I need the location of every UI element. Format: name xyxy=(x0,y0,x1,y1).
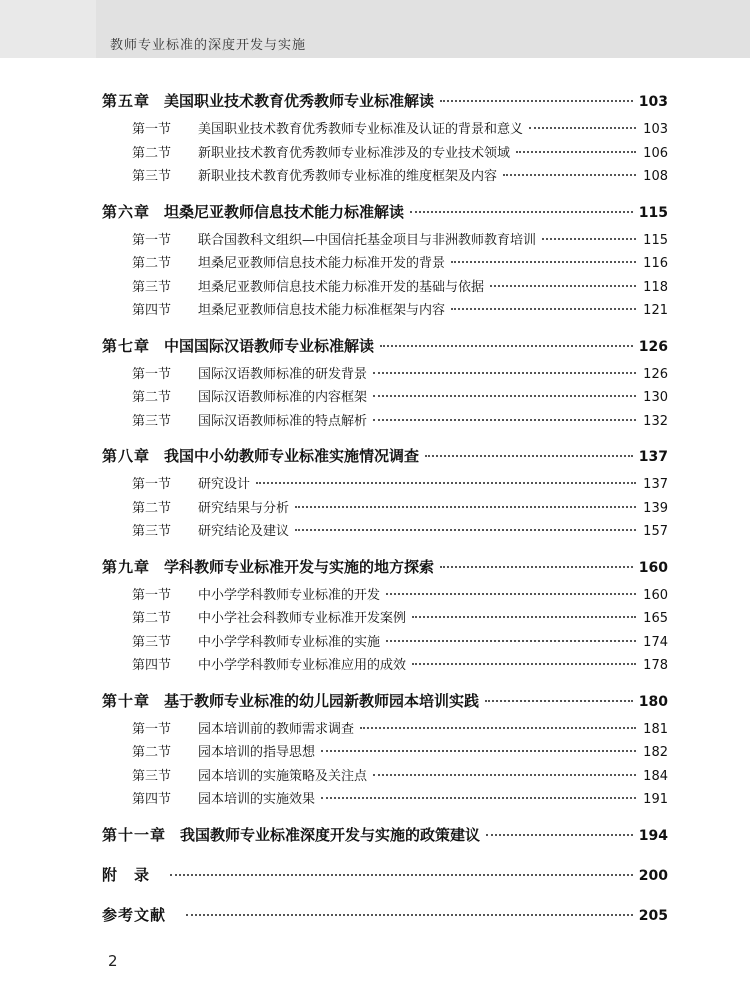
dot-leader xyxy=(256,482,636,484)
chapter-page-number: 205 xyxy=(638,907,668,924)
section-page-number: 157 xyxy=(643,524,668,539)
section-page-number: 118 xyxy=(643,279,668,295)
dot-leader xyxy=(412,616,636,618)
chapter-title: 中国国际汉语教师专业标准解读 xyxy=(164,336,375,355)
dot-leader xyxy=(486,834,633,836)
section-title: 坦桑尼亚教师信息技术能力标准开发的背景 xyxy=(198,256,446,271)
dot-leader xyxy=(380,345,633,347)
toc-section-entry[interactable] xyxy=(102,765,668,789)
section-page-number: 160 xyxy=(643,587,668,603)
dot-leader xyxy=(440,100,633,102)
dot-leader xyxy=(186,914,633,916)
section-page-number: 132 xyxy=(643,413,668,429)
section-page-number: 182 xyxy=(643,745,668,760)
toc-section-entry[interactable] xyxy=(102,584,668,608)
toc-section-entry[interactable] xyxy=(102,654,668,678)
toc-section-entry[interactable] xyxy=(102,118,668,142)
dot-leader xyxy=(412,663,636,665)
section-title: 国际汉语教师标准的研发背景 xyxy=(198,366,368,382)
toc-section-entry[interactable] xyxy=(102,386,668,410)
chapter-page-number: 126 xyxy=(638,338,668,355)
chapter-number: 第八章 xyxy=(102,447,151,465)
section-title: 坦桑尼亚教师信息技术能力标准开发的基础与依据 xyxy=(198,279,485,295)
section-number: 第三节 xyxy=(132,524,172,539)
dot-leader xyxy=(451,261,636,263)
table-of-contents xyxy=(102,84,668,932)
section-number: 第四节 xyxy=(132,303,172,318)
toc-section-entry[interactable] xyxy=(102,410,668,434)
section-page-number: 178 xyxy=(643,658,668,673)
section-page-number: 103 xyxy=(643,122,668,137)
section-number: 第一节 xyxy=(132,366,172,382)
chapter-title: 我国中小幼教师专业标准实施情况调查 xyxy=(164,447,420,465)
toc-chapter-entry[interactable] xyxy=(102,439,668,473)
section-page-number: 116 xyxy=(643,256,668,271)
section-page-number: 191 xyxy=(643,792,668,807)
section-title: 国际汉语教师标准的特点解析 xyxy=(198,413,368,429)
section-page-number: 165 xyxy=(643,611,668,626)
dot-leader xyxy=(503,174,636,176)
toc-chapter-entry[interactable] xyxy=(102,858,668,892)
section-title: 中小学学科教师专业标准的开发 xyxy=(198,587,381,603)
section-number: 第二节 xyxy=(132,390,172,405)
section-number: 第二节 xyxy=(132,256,172,271)
toc-section-entry[interactable] xyxy=(102,718,668,742)
running-header-title: 教师专业标准的深度开发与实施 xyxy=(110,38,307,53)
chapter-number: 参考文献 xyxy=(102,905,167,924)
section-title: 园本培训前的教师需求调查 xyxy=(198,721,355,737)
section-page-number: 139 xyxy=(643,500,668,516)
section-number: 第一节 xyxy=(132,721,172,737)
section-number: 第三节 xyxy=(132,413,172,429)
section-title: 研究设计 xyxy=(198,477,251,492)
chapter-page-number: 160 xyxy=(638,559,668,576)
dot-leader xyxy=(386,640,636,642)
page-number: 2 xyxy=(108,952,118,970)
toc-section-entry[interactable] xyxy=(102,165,668,189)
chapter-title: 我国教师专业标准深度开发与实施的政策建议 xyxy=(180,825,481,844)
toc-section-entry[interactable] xyxy=(102,473,668,497)
section-number: 第二节 xyxy=(132,611,172,626)
section-title: 美国职业技术教育优秀教师专业标准及认证的背景和意义 xyxy=(198,122,524,137)
section-title: 研究结果与分析 xyxy=(198,500,290,516)
section-number: 第三节 xyxy=(132,279,172,295)
dot-leader xyxy=(373,395,636,397)
toc-section-entry[interactable] xyxy=(102,788,668,812)
section-page-number: 130 xyxy=(643,390,668,405)
section-page-number: 121 xyxy=(643,303,668,318)
section-title: 坦桑尼亚教师信息技术能力标准框架与内容 xyxy=(198,303,446,318)
chapter-number: 附 录 xyxy=(102,865,151,884)
toc-section-entry[interactable] xyxy=(102,276,668,300)
toc-section-entry[interactable] xyxy=(102,299,668,323)
chapter-number: 第五章 xyxy=(102,92,151,110)
toc-chapter-entry[interactable] xyxy=(102,898,668,932)
section-page-number: 115 xyxy=(643,232,668,248)
chapter-page-number: 200 xyxy=(638,867,668,884)
toc-chapter-entry[interactable] xyxy=(102,550,668,584)
dot-leader xyxy=(360,727,636,729)
section-page-number: 174 xyxy=(643,634,668,650)
dot-leader xyxy=(321,797,636,799)
dot-leader xyxy=(485,700,633,702)
section-title: 园本培训的实施策略及关注点 xyxy=(198,768,368,784)
toc-section-entry[interactable] xyxy=(102,252,668,276)
toc-section-entry[interactable] xyxy=(102,607,668,631)
chapter-number: 第九章 xyxy=(102,557,151,576)
dot-leader xyxy=(490,285,636,287)
dot-leader xyxy=(373,774,636,776)
toc-section-entry[interactable] xyxy=(102,520,668,544)
chapter-title: 基于教师专业标准的幼儿园新教师园本培训实践 xyxy=(164,691,480,710)
section-number: 第三节 xyxy=(132,169,172,184)
section-number: 第一节 xyxy=(132,587,172,603)
dot-leader xyxy=(425,455,633,457)
section-title: 新职业技术教育优秀教师专业标准的维度框架及内容 xyxy=(198,169,498,184)
dot-leader xyxy=(295,529,636,531)
section-number: 第四节 xyxy=(132,792,172,807)
chapter-title: 学科教师专业标准开发与实施的地方探索 xyxy=(164,557,435,576)
dot-leader xyxy=(410,211,633,213)
toc-section-entry[interactable] xyxy=(102,631,668,655)
toc-chapter-entry[interactable] xyxy=(102,195,668,229)
section-number: 第三节 xyxy=(132,768,172,784)
dot-leader xyxy=(373,372,636,374)
toc-chapter-entry[interactable] xyxy=(102,84,668,118)
chapter-number: 第十章 xyxy=(102,691,151,710)
chapter-title: 美国职业技术教育优秀教师专业标准解读 xyxy=(164,92,435,110)
section-page-number: 126 xyxy=(643,366,668,382)
dot-leader xyxy=(295,506,636,508)
section-number: 第四节 xyxy=(132,658,172,673)
section-title: 园本培训的指导思想 xyxy=(198,745,316,760)
chapter-page-number: 137 xyxy=(638,449,668,465)
chapter-page-number: 103 xyxy=(638,94,668,110)
section-number: 第一节 xyxy=(132,232,172,248)
section-title: 新职业技术教育优秀教师专业标准涉及的专业技术领域 xyxy=(198,145,511,161)
section-number: 第一节 xyxy=(132,477,172,492)
dot-leader xyxy=(451,308,636,310)
toc-section-entry[interactable] xyxy=(102,497,668,521)
section-title: 园本培训的实施效果 xyxy=(198,792,316,807)
toc-section-entry[interactable] xyxy=(102,363,668,387)
dot-leader xyxy=(440,566,633,568)
chapter-page-number: 115 xyxy=(638,204,668,221)
dot-leader xyxy=(386,593,636,595)
toc-chapter-entry[interactable] xyxy=(102,684,668,718)
section-title: 国际汉语教师标准的内容框架 xyxy=(198,390,368,405)
section-number: 第一节 xyxy=(132,122,172,137)
toc-chapter-entry[interactable] xyxy=(102,329,668,363)
section-page-number: 108 xyxy=(643,169,668,184)
chapter-page-number: 194 xyxy=(638,827,668,844)
chapter-number: 第六章 xyxy=(102,202,151,221)
dot-leader xyxy=(321,750,636,752)
dot-leader xyxy=(542,238,636,240)
chapter-page-number: 180 xyxy=(638,693,668,710)
section-title: 中小学学科教师专业标准应用的成效 xyxy=(198,658,407,673)
chapter-number: 第七章 xyxy=(102,336,151,355)
toc-section-entry[interactable] xyxy=(102,741,668,765)
section-title: 中小学学科教师专业标准的实施 xyxy=(198,634,381,650)
dot-leader xyxy=(373,419,636,421)
section-number: 第二节 xyxy=(132,145,172,161)
chapter-title: 坦桑尼亚教师信息技术能力标准解读 xyxy=(164,202,405,221)
section-title: 中小学社会科教师专业标准开发案例 xyxy=(198,611,407,626)
section-title: 联合国教科文组织—中国信托基金项目与非洲教师教育培训 xyxy=(198,232,537,248)
dot-leader xyxy=(529,127,636,129)
section-page-number: 181 xyxy=(643,721,668,737)
section-page-number: 137 xyxy=(643,477,668,492)
section-number: 第二节 xyxy=(132,745,172,760)
dot-leader xyxy=(516,151,636,153)
section-page-number: 106 xyxy=(643,145,668,161)
chapter-number: 第十一章 xyxy=(102,825,167,844)
section-number: 第三节 xyxy=(132,634,172,650)
section-title: 研究结论及建议 xyxy=(198,524,290,539)
toc-section-entry[interactable] xyxy=(102,142,668,166)
dot-leader xyxy=(170,874,633,876)
toc-section-entry[interactable] xyxy=(102,229,668,253)
section-page-number: 184 xyxy=(643,768,668,784)
section-number: 第二节 xyxy=(132,500,172,516)
toc-chapter-entry[interactable] xyxy=(102,818,668,852)
